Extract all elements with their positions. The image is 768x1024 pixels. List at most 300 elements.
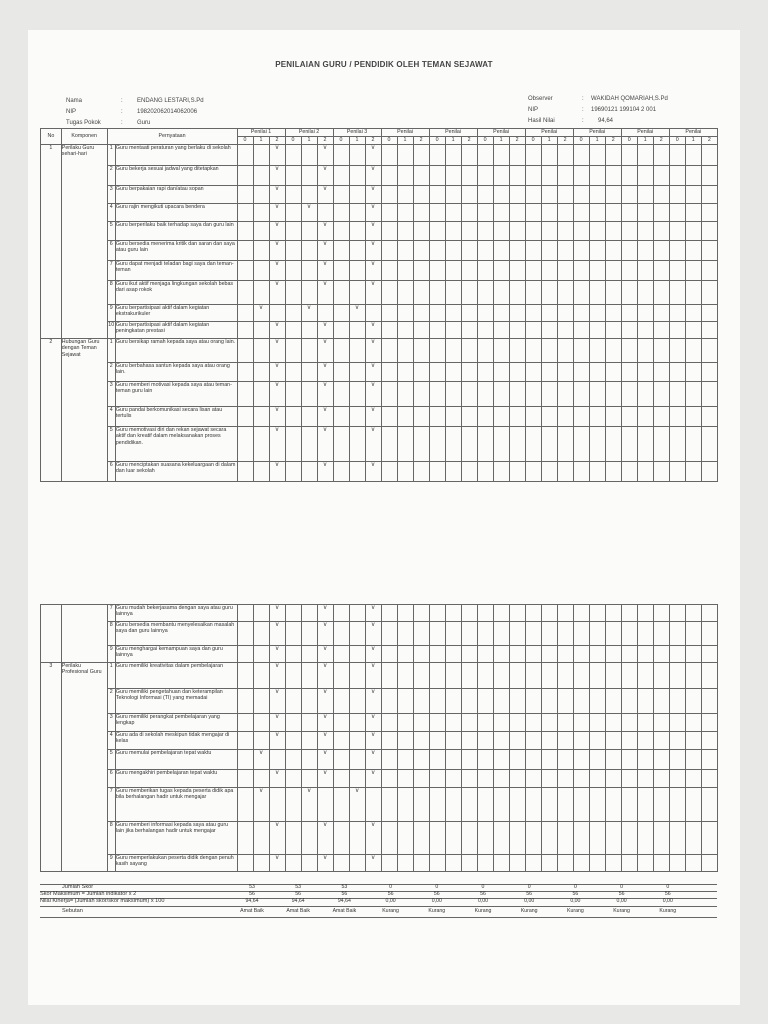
score-cell bbox=[461, 663, 477, 689]
row-no: 1 bbox=[41, 145, 62, 339]
score-cell bbox=[285, 714, 301, 732]
score-cell bbox=[397, 663, 413, 689]
check-mark: v bbox=[317, 407, 333, 427]
score-cell bbox=[621, 145, 637, 166]
score-cell bbox=[429, 822, 445, 855]
check-mark: v bbox=[317, 145, 333, 166]
score-cell bbox=[365, 788, 381, 822]
score-cell bbox=[589, 222, 605, 241]
score-cell bbox=[413, 241, 429, 261]
score-cell bbox=[621, 663, 637, 689]
check-mark: v bbox=[269, 322, 285, 339]
footer-sebutan-value: Kurang bbox=[474, 908, 492, 914]
table-row bbox=[41, 166, 718, 186]
score-cell bbox=[637, 689, 653, 714]
score-cell bbox=[637, 204, 653, 222]
score-cell bbox=[461, 305, 477, 322]
indicator-number: 9 bbox=[107, 646, 115, 663]
score-cell bbox=[349, 222, 365, 241]
score-cell bbox=[301, 186, 317, 204]
score-cell bbox=[493, 822, 509, 855]
score-cell bbox=[413, 646, 429, 663]
check-mark: v bbox=[317, 186, 333, 204]
score-cell bbox=[333, 788, 349, 822]
score-cell bbox=[605, 186, 621, 204]
footer-nilai-value: 0,00 bbox=[431, 898, 442, 904]
score-cell bbox=[333, 222, 349, 241]
check-mark: v bbox=[317, 462, 333, 482]
score-cell bbox=[477, 339, 493, 363]
indicator-statement: Guru berpartisipasi aktif dalam kegiatan peningkatan prestasi bbox=[115, 322, 237, 339]
score-cell bbox=[525, 663, 541, 689]
score-cell bbox=[237, 788, 253, 822]
score-cell bbox=[349, 427, 365, 462]
footer-sebutan-value: Amat Baik bbox=[240, 908, 264, 914]
check-mark: v bbox=[365, 382, 381, 407]
table-row bbox=[41, 204, 718, 222]
score-cell bbox=[669, 605, 685, 622]
score-cell bbox=[701, 462, 717, 482]
col-header-penilai-8: Penilai bbox=[573, 129, 621, 137]
check-mark: v bbox=[269, 646, 285, 663]
score-cell bbox=[397, 222, 413, 241]
score-cell bbox=[605, 770, 621, 788]
assessment-table-page-2 bbox=[40, 604, 718, 872]
check-mark: v bbox=[317, 261, 333, 281]
score-cell bbox=[573, 241, 589, 261]
score-cell bbox=[381, 241, 397, 261]
score-cell bbox=[525, 646, 541, 663]
indicator-statement: Guru berbahasa santun kepada saya atau orang lain. bbox=[115, 363, 237, 382]
score-cell bbox=[701, 407, 717, 427]
col-header-penilai-9: Penilai bbox=[621, 129, 669, 137]
score-cell bbox=[237, 186, 253, 204]
score-cell bbox=[461, 689, 477, 714]
score-cell bbox=[525, 689, 541, 714]
score-cell bbox=[349, 646, 365, 663]
score-cell bbox=[541, 222, 557, 241]
indicator-statement: Guru berpartisipasi aktif dalam kegiatan ekstrakurikuler bbox=[115, 305, 237, 322]
score-cell bbox=[557, 750, 573, 770]
score-cell bbox=[253, 204, 269, 222]
score-cell bbox=[621, 646, 637, 663]
col-header-penilai-6: Penilai bbox=[477, 129, 525, 137]
indicator-number: 1 bbox=[107, 663, 115, 689]
table-row bbox=[41, 689, 718, 714]
score-cell bbox=[429, 646, 445, 663]
score-cell bbox=[461, 788, 477, 822]
footer-maks-value: 56 bbox=[664, 891, 671, 897]
score-cell bbox=[429, 186, 445, 204]
score-cell bbox=[589, 281, 605, 305]
table-row bbox=[41, 646, 718, 663]
score-cell bbox=[589, 322, 605, 339]
score-cell bbox=[285, 822, 301, 855]
score-cell bbox=[461, 462, 477, 482]
score-cell bbox=[573, 382, 589, 407]
score-cell bbox=[541, 732, 557, 750]
table-row bbox=[41, 462, 718, 482]
score-cell bbox=[685, 462, 701, 482]
score-cell bbox=[493, 788, 509, 822]
score-cell bbox=[253, 663, 269, 689]
score-cell bbox=[525, 145, 541, 166]
score-cell bbox=[685, 605, 701, 622]
score-cell bbox=[621, 788, 637, 822]
check-mark: v bbox=[269, 222, 285, 241]
score-cell bbox=[333, 382, 349, 407]
check-mark: v bbox=[269, 166, 285, 186]
score-cell bbox=[285, 305, 301, 322]
score-cell bbox=[269, 305, 285, 322]
footer-maks-value: 56 bbox=[387, 891, 394, 897]
score-cell bbox=[685, 646, 701, 663]
score-cell bbox=[509, 145, 525, 166]
score-cell bbox=[493, 646, 509, 663]
score-cell bbox=[381, 770, 397, 788]
score-cell bbox=[237, 663, 253, 689]
table-row bbox=[41, 427, 718, 462]
col-header-penilai-10: Penilai bbox=[669, 129, 717, 137]
score-cell bbox=[557, 855, 573, 872]
score-cell bbox=[669, 822, 685, 855]
check-mark: v bbox=[301, 204, 317, 222]
table-row bbox=[41, 222, 718, 241]
footer-sebutan-value: Kurang bbox=[428, 908, 446, 914]
score-cell bbox=[493, 855, 509, 872]
score-cell bbox=[557, 605, 573, 622]
score-cell bbox=[509, 714, 525, 732]
score-cell bbox=[605, 204, 621, 222]
info-observer-nip-value: 19690121 199104 2 001 bbox=[591, 107, 657, 113]
indicator-statement: Guru memperlakukan peserta didik dengan penuh kasih sayang bbox=[115, 855, 237, 872]
score-cell bbox=[429, 788, 445, 822]
score-cell bbox=[557, 222, 573, 241]
check-mark: v bbox=[269, 407, 285, 427]
col-header-penilai-3: Penilai 3 bbox=[333, 129, 381, 137]
check-mark: v bbox=[269, 186, 285, 204]
score-cell bbox=[685, 622, 701, 646]
score-cell bbox=[301, 605, 317, 622]
score-cell bbox=[525, 241, 541, 261]
footer-jumlah-value: 0 bbox=[666, 884, 670, 890]
score-label-2: 2 bbox=[317, 137, 333, 145]
score-label-2: 2 bbox=[557, 137, 573, 145]
score-cell bbox=[493, 770, 509, 788]
score-cell bbox=[285, 261, 301, 281]
score-cell bbox=[477, 166, 493, 186]
check-mark: v bbox=[365, 427, 381, 462]
score-cell bbox=[573, 222, 589, 241]
score-cell bbox=[413, 788, 429, 822]
check-mark: v bbox=[365, 222, 381, 241]
score-cell bbox=[525, 261, 541, 281]
info-nama-value: ENDANG LESTARI,S.Pd bbox=[137, 98, 204, 104]
score-cell bbox=[445, 855, 461, 872]
check-mark: v bbox=[317, 689, 333, 714]
score-cell bbox=[333, 322, 349, 339]
score-cell bbox=[301, 732, 317, 750]
score-cell bbox=[493, 732, 509, 750]
score-cell bbox=[413, 166, 429, 186]
score-cell bbox=[429, 407, 445, 427]
indicator-number: 2 bbox=[107, 166, 115, 186]
score-cell bbox=[573, 339, 589, 363]
footer-jumlah-value: 53 bbox=[249, 884, 255, 890]
score-cell bbox=[685, 663, 701, 689]
score-cell bbox=[237, 732, 253, 750]
check-mark: v bbox=[269, 714, 285, 732]
score-cell bbox=[621, 322, 637, 339]
score-cell bbox=[445, 281, 461, 305]
score-cell bbox=[301, 462, 317, 482]
info-tugas-label: Tugas Pokok bbox=[66, 120, 101, 126]
indicator-statement: Guru menciptakan suasana kekeluargaan di dalam dan luar sekolah bbox=[115, 462, 237, 482]
indicator-statement: Guru mudah bekerjasama dengan saya atau guru lainnya bbox=[115, 605, 237, 622]
score-label-1: 1 bbox=[637, 137, 653, 145]
score-cell bbox=[637, 305, 653, 322]
score-cell bbox=[253, 241, 269, 261]
score-cell bbox=[237, 427, 253, 462]
score-cell bbox=[333, 822, 349, 855]
score-cell bbox=[285, 145, 301, 166]
score-cell bbox=[477, 732, 493, 750]
score-cell bbox=[477, 407, 493, 427]
score-cell bbox=[621, 186, 637, 204]
check-mark: v bbox=[317, 646, 333, 663]
score-cell bbox=[653, 714, 669, 732]
score-cell bbox=[285, 622, 301, 646]
table-row bbox=[41, 622, 718, 646]
score-cell bbox=[349, 382, 365, 407]
score-cell bbox=[605, 281, 621, 305]
score-cell bbox=[493, 241, 509, 261]
score-cell bbox=[669, 339, 685, 363]
score-cell bbox=[589, 822, 605, 855]
score-cell bbox=[461, 339, 477, 363]
score-cell bbox=[237, 281, 253, 305]
score-label-0: 0 bbox=[525, 137, 541, 145]
score-cell bbox=[701, 363, 717, 382]
score-cell bbox=[429, 750, 445, 770]
indicator-statement: Guru memberikan tugas kepada peserta didik apa bila berhalangan hadir untuk mengajar bbox=[115, 788, 237, 822]
score-cell bbox=[701, 770, 717, 788]
score-cell bbox=[669, 241, 685, 261]
indicator-statement: Guru bersedia menerima kritik dan saran dan saya atau guru lain bbox=[115, 241, 237, 261]
indicator-number: 7 bbox=[107, 788, 115, 822]
score-cell bbox=[701, 822, 717, 855]
score-cell bbox=[349, 281, 365, 305]
table-row bbox=[41, 855, 718, 872]
footer-maks-value: 56 bbox=[526, 891, 533, 897]
check-mark: v bbox=[365, 689, 381, 714]
score-cell bbox=[605, 363, 621, 382]
score-cell bbox=[605, 750, 621, 770]
score-cell bbox=[333, 646, 349, 663]
check-mark: v bbox=[317, 622, 333, 646]
score-cell bbox=[333, 363, 349, 382]
score-cell bbox=[301, 714, 317, 732]
table-row bbox=[41, 822, 718, 855]
score-cell bbox=[589, 646, 605, 663]
score-cell bbox=[653, 339, 669, 363]
score-cell bbox=[349, 770, 365, 788]
score-cell bbox=[253, 407, 269, 427]
check-mark: v bbox=[269, 855, 285, 872]
score-cell bbox=[429, 663, 445, 689]
score-cell bbox=[509, 427, 525, 462]
table-row bbox=[41, 186, 718, 204]
score-cell bbox=[461, 732, 477, 750]
score-cell bbox=[253, 822, 269, 855]
score-cell bbox=[397, 822, 413, 855]
score-cell bbox=[237, 322, 253, 339]
score-cell bbox=[397, 689, 413, 714]
score-cell bbox=[541, 689, 557, 714]
indicator-number: 1 bbox=[107, 339, 115, 363]
table-row bbox=[41, 241, 718, 261]
score-cell bbox=[429, 145, 445, 166]
score-cell bbox=[621, 855, 637, 872]
score-cell bbox=[701, 788, 717, 822]
score-cell bbox=[557, 770, 573, 788]
score-cell bbox=[445, 622, 461, 646]
score-cell bbox=[237, 261, 253, 281]
score-cell bbox=[429, 281, 445, 305]
check-mark: v bbox=[269, 339, 285, 363]
score-cell bbox=[541, 305, 557, 322]
score-cell bbox=[589, 145, 605, 166]
score-cell bbox=[349, 186, 365, 204]
score-cell bbox=[701, 427, 717, 462]
score-cell bbox=[525, 166, 541, 186]
score-cell bbox=[413, 750, 429, 770]
score-cell bbox=[669, 788, 685, 822]
score-cell bbox=[349, 689, 365, 714]
score-cell bbox=[285, 732, 301, 750]
footer-rule-4 bbox=[40, 906, 717, 907]
score-cell bbox=[237, 204, 253, 222]
score-cell bbox=[605, 261, 621, 281]
score-cell bbox=[237, 714, 253, 732]
score-cell bbox=[669, 855, 685, 872]
score-cell bbox=[381, 186, 397, 204]
score-cell bbox=[477, 462, 493, 482]
score-cell bbox=[413, 145, 429, 166]
footer-sebutan-label: Sebutan bbox=[62, 908, 83, 914]
score-cell bbox=[429, 363, 445, 382]
score-cell bbox=[621, 204, 637, 222]
score-cell bbox=[285, 605, 301, 622]
score-cell bbox=[573, 689, 589, 714]
score-cell bbox=[493, 186, 509, 204]
score-cell bbox=[365, 305, 381, 322]
score-cell bbox=[445, 186, 461, 204]
score-cell bbox=[541, 427, 557, 462]
score-cell bbox=[573, 145, 589, 166]
check-mark: v bbox=[365, 339, 381, 363]
score-cell bbox=[397, 305, 413, 322]
score-cell bbox=[301, 750, 317, 770]
indicator-number: 4 bbox=[107, 732, 115, 750]
score-cell bbox=[237, 363, 253, 382]
score-cell bbox=[669, 382, 685, 407]
assessment-table-page-1 bbox=[40, 128, 718, 482]
score-cell bbox=[557, 788, 573, 822]
score-cell bbox=[509, 241, 525, 261]
score-cell bbox=[237, 382, 253, 407]
check-mark: v bbox=[365, 261, 381, 281]
score-cell bbox=[685, 322, 701, 339]
score-cell bbox=[237, 222, 253, 241]
table-row bbox=[41, 605, 718, 622]
score-cell bbox=[397, 322, 413, 339]
score-cell bbox=[397, 186, 413, 204]
score-cell bbox=[589, 427, 605, 462]
score-cell bbox=[685, 407, 701, 427]
score-cell bbox=[589, 605, 605, 622]
info-hasil-sep: : bbox=[582, 118, 584, 124]
score-cell bbox=[397, 382, 413, 407]
footer-jumlah-value: 0 bbox=[435, 884, 439, 890]
indicator-statement: Guru memotivasi diri dan rekan sejawat secara aktif dan kreatif dalam melaksanakan proses pendidikan. bbox=[115, 427, 237, 462]
score-cell bbox=[445, 204, 461, 222]
score-cell bbox=[301, 363, 317, 382]
score-cell bbox=[685, 281, 701, 305]
score-cell bbox=[525, 339, 541, 363]
score-cell bbox=[349, 407, 365, 427]
score-cell bbox=[685, 714, 701, 732]
score-cell bbox=[541, 605, 557, 622]
score-cell bbox=[701, 382, 717, 407]
score-cell bbox=[461, 241, 477, 261]
footer-jumlah-value: 0 bbox=[389, 884, 393, 890]
score-cell bbox=[637, 222, 653, 241]
score-cell bbox=[301, 427, 317, 462]
score-cell bbox=[349, 822, 365, 855]
score-cell bbox=[589, 339, 605, 363]
score-cell bbox=[301, 339, 317, 363]
check-mark: v bbox=[365, 281, 381, 305]
score-cell bbox=[493, 305, 509, 322]
score-cell bbox=[349, 261, 365, 281]
score-cell bbox=[477, 822, 493, 855]
score-cell bbox=[589, 241, 605, 261]
table-row bbox=[41, 663, 718, 689]
score-cell bbox=[557, 261, 573, 281]
score-cell bbox=[509, 322, 525, 339]
indicator-statement: Guru bersikap ramah kepada saya atau orang lain. bbox=[115, 339, 237, 363]
score-cell bbox=[413, 261, 429, 281]
check-mark: v bbox=[365, 855, 381, 872]
footer-sebutan-value: Kurang bbox=[382, 908, 399, 914]
check-mark: v bbox=[269, 363, 285, 382]
score-cell bbox=[653, 646, 669, 663]
score-cell bbox=[557, 822, 573, 855]
score-cell bbox=[637, 770, 653, 788]
score-cell bbox=[477, 427, 493, 462]
score-cell bbox=[333, 770, 349, 788]
score-cell bbox=[621, 462, 637, 482]
score-cell bbox=[333, 339, 349, 363]
score-cell bbox=[685, 305, 701, 322]
score-cell bbox=[605, 663, 621, 689]
score-cell bbox=[493, 689, 509, 714]
score-cell bbox=[253, 382, 269, 407]
score-cell bbox=[589, 788, 605, 822]
score-cell bbox=[285, 689, 301, 714]
score-cell bbox=[621, 339, 637, 363]
